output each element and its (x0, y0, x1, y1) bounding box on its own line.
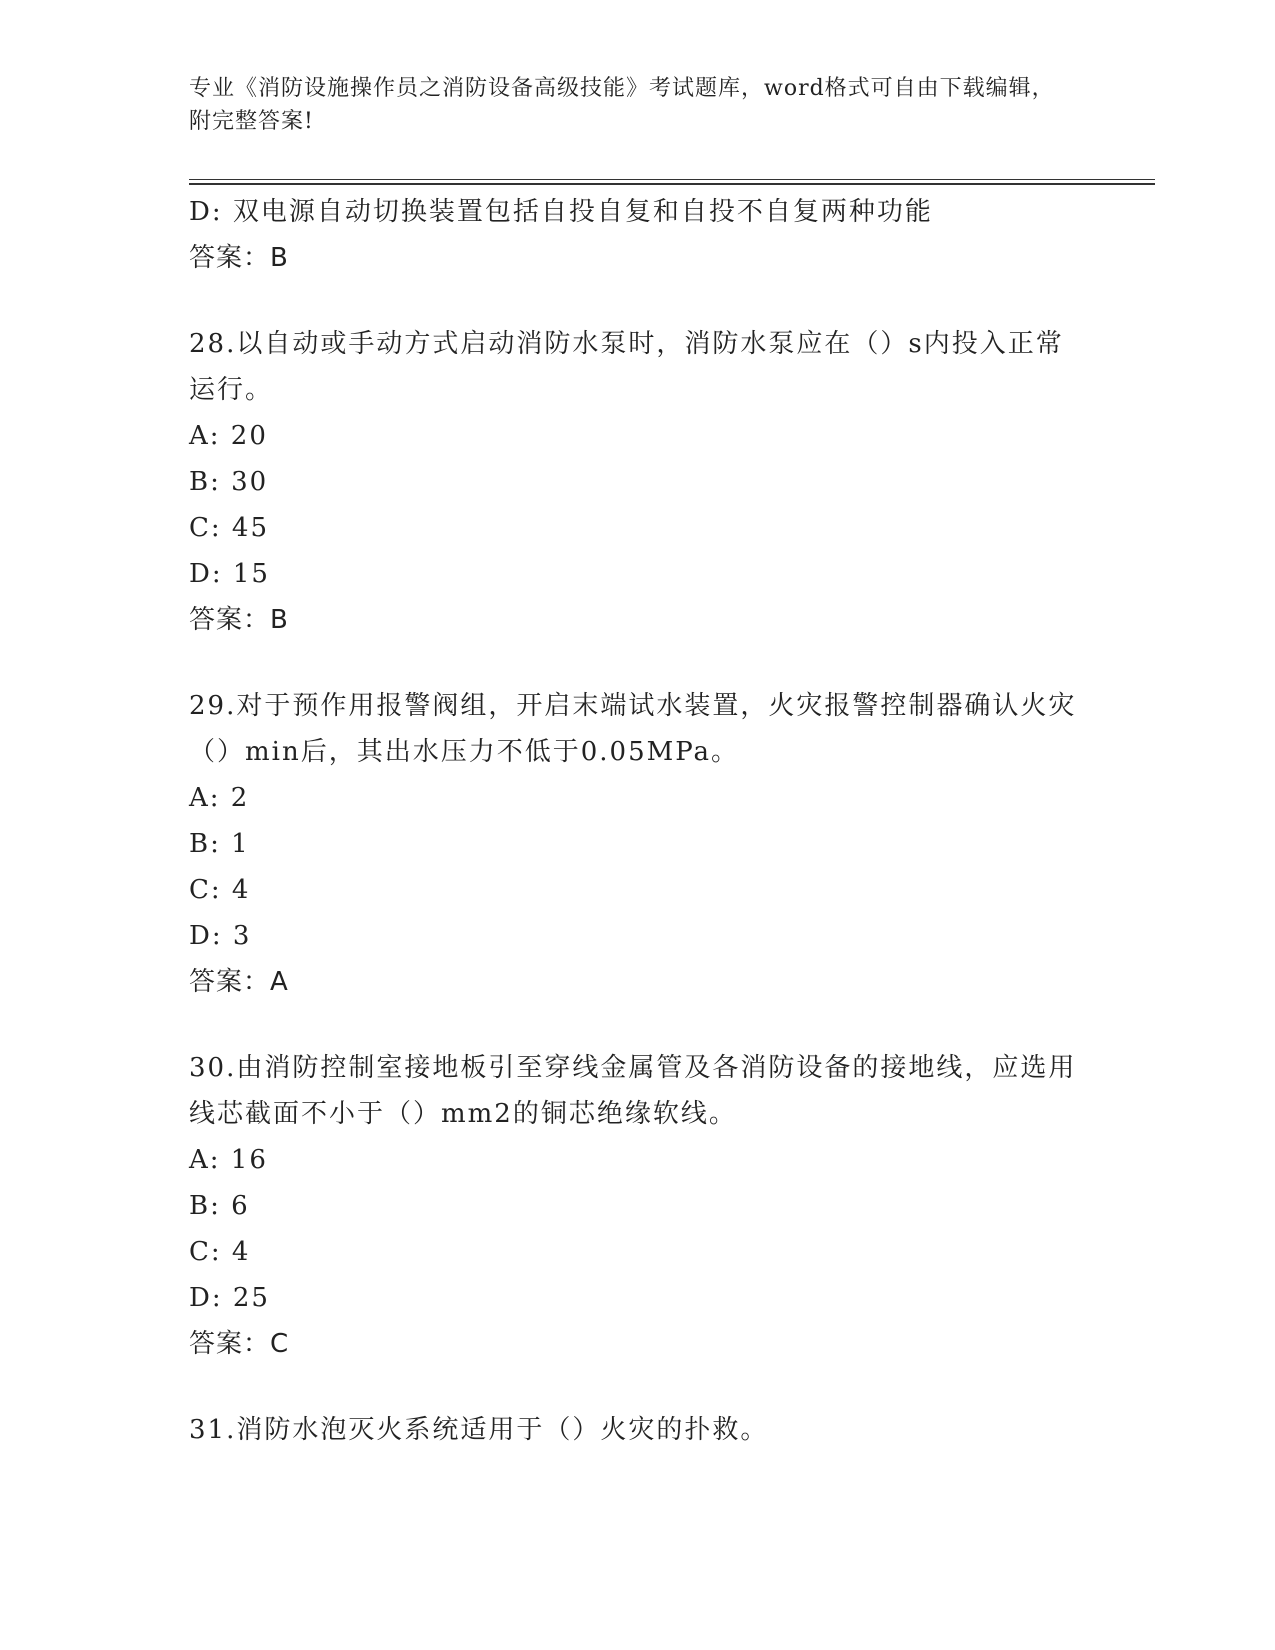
question-28 (189, 321, 1089, 643)
question-stem: 28.以自动或手动方式启动消防水泵时，消防水泵应在（）s内投入正常运行。 (189, 329, 1064, 405)
option-c: C: 45 (189, 513, 270, 543)
question-stem: 29.对于预作用报警阀组，开启末端试水装置，火灾报警控制器确认火灾（）min后，其出水压力不低于0.05MPa。 (189, 691, 1077, 767)
answer-line: 答案：B (189, 243, 289, 273)
previous-question-tail (189, 189, 1089, 281)
question-31 (189, 1407, 1089, 1453)
document-header: 专业《消防设施操作员之消防设备高级技能》考试题库，word格式可自由下载编辑，附完整答案! (189, 76, 1055, 134)
option-d: D: 25 (189, 1283, 270, 1313)
option-d: D: 3 (189, 921, 252, 951)
option-d: D: 15 (189, 559, 270, 589)
header-divider-thin (189, 179, 1155, 180)
option-b: B: 6 (189, 1191, 250, 1221)
question-30 (189, 1045, 1089, 1367)
answer-line: 答案：C (189, 1329, 290, 1359)
answer-line: 答案：B (189, 605, 289, 635)
question-stem: 31.消防水泡灭火系统适用于（）火灾的扑救。 (189, 1415, 769, 1445)
option-d: D: 双电源自动切换装置包括自投自复和自投不自复两种功能 (189, 197, 933, 227)
option-a: A: 2 (189, 783, 250, 813)
question-list (189, 189, 1089, 1453)
header-divider-thick (189, 183, 1155, 185)
option-c: C: 4 (189, 1237, 251, 1267)
option-b: B: 1 (189, 829, 250, 859)
option-b: B: 30 (189, 467, 269, 497)
option-a: A: 20 (189, 421, 268, 451)
question-29 (189, 683, 1089, 1005)
option-c: C: 4 (189, 875, 251, 905)
option-a: A: 16 (189, 1145, 268, 1175)
answer-line: 答案：A (189, 967, 289, 997)
question-stem: 30.由消防控制室接地板引至穿线金属管及各消防设备的接地线，应选用线芯截面不小于（）mm2的铜芯绝缘软线。 (189, 1053, 1077, 1129)
